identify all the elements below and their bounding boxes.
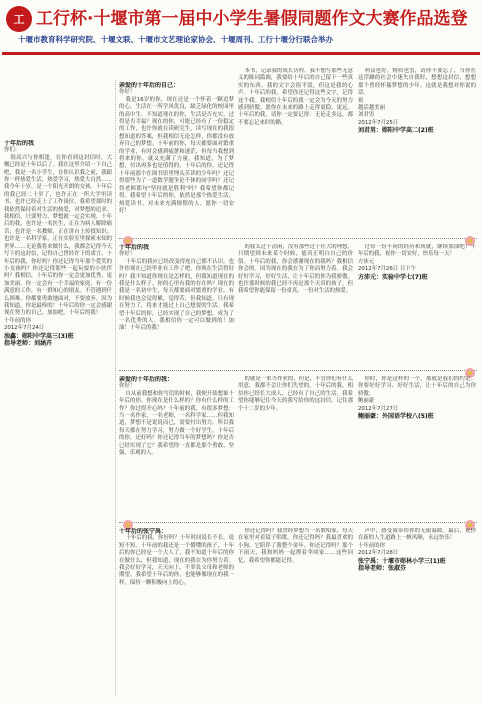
article-bottom-2 — [238, 528, 353, 700]
article-mid-top-1 — [119, 82, 234, 232]
article-body: 利益也好，物质也罢，请你不要忘了，当你在这浮躁的社会中迷失自我时，想想这封信，想想那个曾经怀揣梦想的少年。这就是我想对你说的话。 — [358, 68, 476, 97]
article-body: 的就是一来当作业的，但是，不管你们有什么用意，我都不会让你们失望的。十年后的我，相信你已经长大成人，已经有了自己的生活。我希望你能够记住今天的我写给你的这封信，记住那个十二岁的少年。 — [238, 376, 353, 412]
article-body: 过每一份不同的经历和成就，继续加油吧！十年后的我，祝你一切安好，快乐每一天！ — [358, 244, 476, 258]
article-body: 本书，记录我的成长历程。我不想写那些无意义的陈词滥调，我要给十年后的自己留下一些真实的东西。我的文字会很平淡，但这是我的心声。十年后的我，希望你还记得这些文字，记得这个我。我相信十年后的我一定会为今天的努力感到骄傲。愿你在未来的路上走得更稳、更远。十年后的我，请你一定要记得：无论走多远，都不要忘记来时的路。 — [238, 68, 353, 126]
article-title: 十年后的我 — [119, 244, 150, 251]
article-mid-center-1 — [119, 244, 234, 364]
article-mid-center-3 — [358, 244, 476, 364]
page-subtitle: 十堰市教育科学研究院、十堰文联、十堰市文艺理论家协会、十堰周刊、工行十堰分行联合举办 — [18, 35, 333, 44]
author-line: 方沛元：实验中学七(7)班 — [358, 273, 428, 281]
article-bottom-3 — [358, 528, 476, 700]
article-mid-center-2 — [238, 244, 353, 364]
article-body: 很高兴与你相逢，在你看到这封信时，大概已经是十年以后了。我在这里介绍一下自己吧，我是一名小学生，在你认识我之前，我跟你一样热爱生活，热爱学习，热爱大自然……我今年十岁，是一个阳光开朗的女孩。十年后的我已经二十岁了，也许正在一所大学里读书，也许已经走上了工作岗位。我希望那时的我依然保持着对生活的热爱，对梦想的追求。我相信，只要努力，梦想就一定会实现。十年后的我，也许是一名医生，正在为病人解除痛苦；也许是一名教师，正在讲台上传授知识；也许是一名科学家，正在实验室里探索未知的世界……无论我将来做什么，我都会记得今天写下的这封信，记得自己曾经许下的诺言。十年后的我，你好吗？你还记得当年那个爱笑的小女孩吗？你还记得那些一起玩耍的小伙伴吗？我相信，十年后的你一定会更加优秀，更加美丽。你一定会有一个幸福的家庭，有一份满意的工作，有一群知心的朋友。不管遇到什么困难，你都要勇敢地面对，不要放弃。因为我知道，你是最棒的！十年后的你一定会感谢现在努力的自己。加油吧，十年后的我！ — [4, 154, 112, 317]
article-mid-lower-1 — [119, 376, 234, 516]
article-title: 亲爱的十年后的自己： — [119, 82, 180, 89]
article-body: 声中，感受我带给你的无限温暖。最后，祝你在新的人生道路上一帆风顺，永远快乐！ — [358, 528, 476, 542]
date: 2012年7月27日 — [358, 405, 399, 412]
author-line: 鲍丽豪：外国语学校八(5)班 — [358, 413, 434, 421]
flower-icon — [122, 232, 134, 244]
sign: 方沛元 — [358, 258, 375, 265]
logo-icon: 工 — [6, 6, 32, 32]
article-body: 你还记得吗？我曾经梦想当一名歌唱家，每天在家里对着镜子唱歌。你还记得吗？我最喜欢的小狗，它陪伴了我整个童年。你还记得吗？那个下雨天，我和妈妈一起撑着伞回家……这些回忆，我希望你都能记得。 — [238, 528, 353, 564]
author-line: 刘君男：郧阳中学高二(2)班 — [358, 127, 434, 135]
article-body: 我是16岁的你，现在还是一个怀着一颗追梦的心，生活在一所学风优良，缺乏绿化的校园里的高中生。不知道现在的你，生活是否充实，过得是否幸福？现在的你，可能已经有了一份稳定的工作，也许你就在读研究生，读写现在的我很想知道的答案，但我相信无论怎样，你都没有放弃自己的梦想。十年前的你，每天都要面对繁重的学业，有时会感到疲惫和迷茫，但每当我想到将来的你，就又充满了力量。我知道，为了梦想，付出再多也是值得的。十年后的你，还记得十年前那个在图书馆里埋头苦读的少年吗？还记得那些为了一道数学题争论不休的同学吗？还记得老师那句"坚持就是胜利"吗？我希望你都记得。我希望十年后的你，依然是那个热爱生活、热爱读书、对未来充满憧憬的人。愿你一切安好！ — [119, 96, 234, 214]
page-header — [0, 0, 482, 58]
sign2: 越活越美丽 — [358, 105, 385, 112]
flower-icon — [464, 516, 476, 528]
greeting: 你们： — [4, 147, 21, 154]
date: 2012年7月28日 — [358, 550, 399, 557]
article-title: 亲爱的十年后的我： — [119, 376, 174, 383]
flower-icon — [464, 364, 476, 376]
author-sign: 刘君男 — [358, 112, 375, 119]
author-line: 张宁禹：十堰市郧林小学三(1)班 — [358, 557, 446, 565]
article-body: 的我太过于清闲，没有那些过于壮大的理想，只期望到未来某个时候，能真正明白自己的价值。十年后的我，你会感谢现在的我吗？我相信你会的。因为现在的我在为了你而努力着。我会好好学习，好好生活，让十年后的你为我骄傲。也许那时候的我已经不再是那个天真的孩子，但我希望你能保留一份童真，一份对生活的热爱。 — [238, 244, 353, 295]
greeting: 你好！ — [119, 89, 136, 96]
sign: 鲍丽豪 — [358, 398, 375, 405]
article-mid-lower-3 — [358, 376, 476, 516]
article-body: 你时，你是这样的一个，那就是我们的约定。你要好好学习、好好生活，让十年后的自己为你骄傲。 — [358, 376, 476, 397]
header-rule — [2, 52, 480, 55]
article-mid-top-3 — [358, 68, 476, 233]
section-divider — [119, 238, 477, 239]
teacher-line: 指导老师：张淑芬 — [358, 565, 407, 573]
flower-icon — [122, 516, 134, 528]
article-body: 自从前我想和你写信的时候，我便开始想象十年后的你。你现在是什么样的？你有什么样的工作？你过得开心吗？十年前的我，有很多梦想：当一名作家，一名老师，一名科学家……但我知道，梦想不是说说而已，需要付出努力。所以我每天都在努力学习，努力做一个好学生。十年后的你，还好吗？你还记得当年的梦想吗？你是否已经实现了它？我希望你一直都是那个勇敢、坚强、乐观的人。 — [119, 390, 234, 457]
section-divider — [119, 522, 477, 523]
sign: 十年前的你 — [4, 317, 31, 324]
date: 2012年7月24日 — [4, 325, 45, 332]
section-divider — [119, 370, 477, 371]
author-line: 浊鑫：郧阳中学高三(3)班 — [4, 332, 74, 340]
sign: 祝 — [358, 97, 364, 104]
article-mid-lower-2 — [238, 376, 353, 516]
flower-icon — [464, 232, 476, 244]
article-bottom-1 — [119, 528, 234, 700]
article-mid-top-2 — [238, 68, 353, 233]
article-title: 十年后的我 — [4, 140, 35, 147]
article-body: 十年后的我，你好吗？十年时间说长不长，说短不短。十年前的我还是一个懵懂的孩子，十年后的你已经是一个大人了。我不知道十年后的你在做什么，但我知道，现在的我在为你努力着。我会好好学习，天天向上，不辜负父母和老师的期望。我希望十年后的你，也能够像现在的我一样，保持一颗积极向上的心。 — [119, 535, 234, 586]
article-title: 十年后的张宁禹： — [119, 528, 168, 535]
page-title: 工行杯·十堰市第一届中小学生暑假同题作文大赛作品选登 — [36, 9, 468, 29]
date: 2012年7月26日 日下午 — [358, 266, 417, 273]
greeting: 你好！ — [119, 251, 136, 258]
article-body: 十年后的我应已经改变得连自己都不认识，也许你现在已经毕业有工作了吧。你现在生活得好吗？我不知道你现在是怎样的，但我知道现在的我是什么样子。你的心里有我的存在吗？现在的我是一名初中生，每天都要面对繁重的学业。有时候我也会觉得累，觉得苦，但我知道，只有现在努力了，将来才能过上自己想要的生活。我希望十年后的你，已经实现了自己的梦想，成为了一名优秀的人。我相信你一定可以做到的！加油！十年后的我！ — [119, 258, 234, 332]
greeting: 你好！ — [119, 383, 136, 390]
date: 2012年7月25日 — [358, 119, 399, 126]
sign: 十年前的你 — [358, 542, 385, 549]
teacher-line: 指导老师：刘涵卉 — [4, 339, 53, 347]
article-left — [4, 140, 112, 700]
column-divider — [115, 80, 116, 695]
